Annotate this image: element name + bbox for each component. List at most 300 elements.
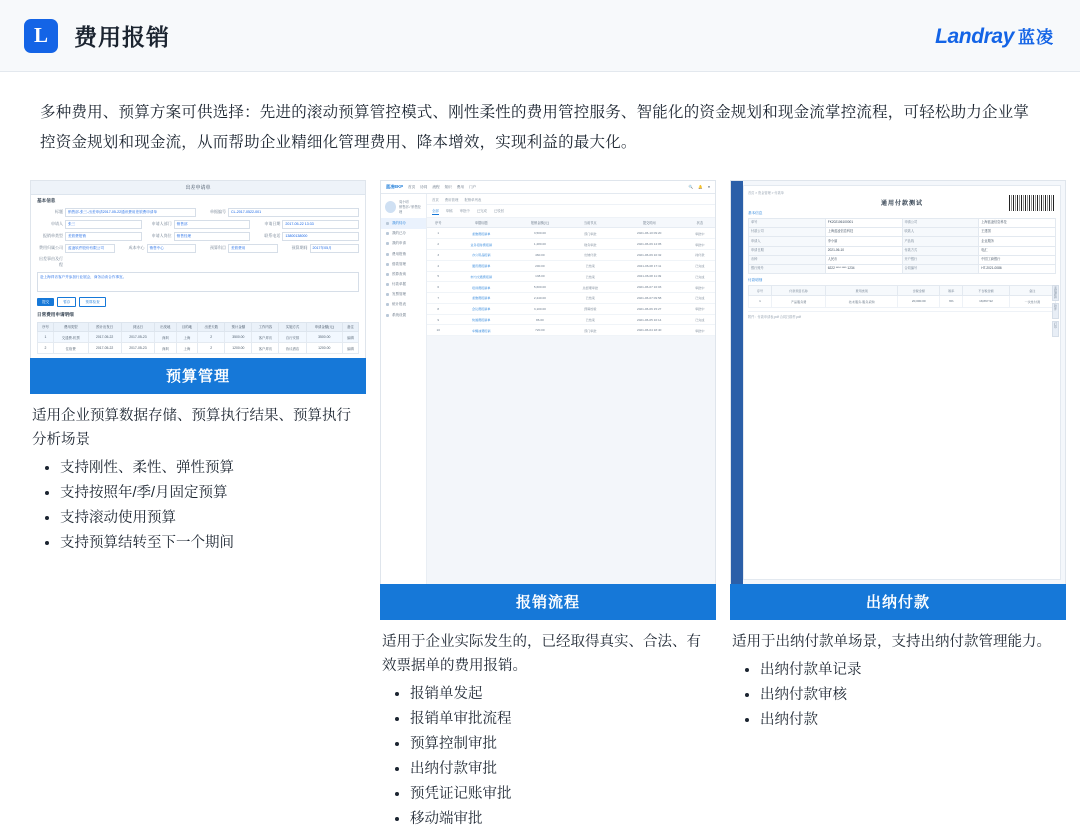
feature-column-reimbursement (380, 180, 716, 828)
cell: 深圳 (155, 332, 177, 343)
form-field (37, 220, 142, 229)
bullet-icon (386, 232, 389, 235)
cell: 出纳付款 (567, 249, 614, 260)
cell: 上海 (176, 332, 198, 343)
cell: 财务审批 (567, 239, 614, 250)
field-value: 中国工商银行 (979, 256, 1056, 265)
cell: 住宿费 (54, 343, 89, 354)
cell: 200.00 (513, 260, 567, 271)
cell: 已结束 (567, 293, 614, 304)
table-row[interactable] (427, 314, 715, 325)
cell: 审批中 (685, 325, 715, 336)
cell: 部门审批 (567, 228, 614, 239)
menu-item[interactable]: 门户 (468, 184, 477, 189)
table-row[interactable] (427, 325, 715, 336)
field-value: 王建国 (979, 228, 1056, 237)
field-label: 币种 (749, 256, 826, 265)
field-label: 单号 (749, 219, 826, 228)
bullet-icon (386, 242, 389, 245)
cell: 2021-06-07 16:03 (614, 282, 685, 293)
list-item: • 预算控制审批 (410, 732, 716, 757)
column-description: 适用于企业实际发生的，已经取得真实、合法、有效票据单的费用报销。 (382, 634, 701, 675)
cell: 2021-06-07 09:58 (614, 293, 685, 304)
app-sidebar (381, 194, 427, 584)
detail-section-label: 付款明细 (748, 278, 763, 283)
table-row[interactable] (427, 260, 715, 271)
cell: 3,100.00 (513, 303, 567, 314)
form-field (146, 232, 251, 241)
doc-title: 通用付款测试 (880, 201, 923, 207)
breadcrumb-item: 报销单列表 (464, 197, 482, 202)
field-label: 付款公司 (749, 228, 826, 237)
column-description: 适用于出纳付款单场景，支持出纳付款管理能力。 (732, 634, 1051, 651)
bell-icon[interactable]: 🔔 (698, 185, 703, 189)
section-label: 基本信息 (748, 211, 763, 215)
cell: 6% (940, 296, 963, 307)
cell: 2021-06-09 14:05 (614, 239, 685, 250)
screenshot-payment-doc (730, 180, 1066, 584)
column-bullets (730, 658, 1066, 733)
bullet-icon (386, 303, 389, 306)
cell: 审批中 (685, 282, 715, 293)
form-field (282, 244, 360, 253)
field-label: 收款人 (903, 228, 980, 237)
field-value: HT-2021-0086 (979, 265, 1056, 274)
column-header: 含税金额 (898, 286, 940, 296)
field-value[interactable]: 2017-05-22 13:33 (282, 220, 359, 229)
cell: 1200.00 (225, 343, 252, 354)
cell: 已完成 (685, 293, 715, 304)
cell: 1200.00 (306, 343, 342, 354)
field-label: 申请人 (749, 237, 826, 246)
field-label: 产品线 (903, 237, 980, 246)
sidebar-item-label: 我的申请 (392, 241, 406, 246)
form-field (146, 220, 251, 229)
attachment-note: 附件：付款申请表.pdf 合同扫描件.pdf (748, 311, 1056, 319)
menu-item[interactable]: 协同 (420, 184, 428, 189)
menu-item[interactable]: 费用 (456, 184, 464, 189)
cell: 审批中 (685, 239, 715, 250)
menu-item[interactable]: 首页 (408, 184, 416, 189)
column-header: 工作内容 (252, 323, 279, 332)
sidebar-item[interactable] (381, 280, 426, 290)
table-row[interactable] (427, 282, 715, 293)
table-header-row (427, 218, 715, 228)
field-value: FK202106100001 (826, 219, 903, 228)
field-label: 申请人 (51, 221, 63, 226)
cell: 3 (427, 249, 449, 260)
field-value[interactable]: 2017年05月 (310, 244, 360, 253)
sidebar-item[interactable] (381, 310, 426, 320)
list-tabs (427, 205, 715, 218)
sidebar-item-label: 费用报销 (392, 251, 406, 256)
cell: 审批中 (685, 303, 715, 314)
sidebar-item-label: 我的已办 (392, 231, 406, 236)
sidebar-item-label: 系统设置 (392, 312, 406, 317)
reimbursement-table (427, 218, 715, 336)
tab[interactable]: 已完成 (476, 208, 487, 213)
column-caption: 报销流程 (380, 584, 716, 620)
field-value: 电汇 (979, 247, 1056, 256)
form-row (31, 230, 365, 242)
cell: 2017-05-23 (121, 332, 154, 343)
cell: 3,500.00 (513, 228, 567, 239)
cell-action[interactable]: 编辑 (342, 332, 358, 343)
cell: 2021-06-09 10:32 (614, 249, 685, 260)
cell-action[interactable]: 编辑 (342, 343, 358, 354)
cell: 5 (427, 271, 449, 282)
avatar (385, 201, 396, 213)
column-header: 付款项目名称 (772, 286, 826, 296)
breadcrumb-item[interactable]: 费用管理 (444, 197, 459, 202)
field-label: 预算科目 (210, 245, 226, 250)
field-label: 申请公司 (903, 219, 980, 228)
form-row (31, 218, 365, 230)
feature-columns (30, 180, 1057, 828)
user-name: 周小明 (399, 200, 409, 204)
brand-name-cn: 蓝凌 (1018, 27, 1054, 47)
column-header: 序号 (427, 218, 449, 228)
form-row-remark (31, 254, 365, 269)
sidebar-item-label: 发票管理 (392, 292, 406, 297)
cell: 4 (427, 260, 449, 271)
cell: 审批中 (685, 228, 715, 239)
list-item: • 支持滚动使用预算 (60, 506, 366, 531)
cell: 18,867.92 (963, 296, 1009, 307)
cell: 138.00 (513, 271, 567, 282)
sidebar-item-label: 付款单据 (392, 282, 406, 287)
feature-column-budget (30, 180, 366, 584)
sidebar-item[interactable] (381, 269, 426, 279)
cell[interactable]: 车辆油费报销 (449, 325, 513, 336)
list-item: • 出纳付款审批 (410, 757, 716, 782)
cell: 已完成 (685, 260, 715, 271)
field-value[interactable]: 13800138000 (282, 232, 359, 241)
list-item: • 支持按照年/季/月固定预算 (60, 481, 366, 506)
screenshot-reimbursement-list (380, 180, 716, 584)
sidebar-item-label: 预算查询 (392, 271, 406, 276)
cell: 客户拜访 (252, 343, 279, 354)
form-window-title: 出差申请单 (31, 181, 365, 195)
field-value[interactable]: 销售经理 (174, 232, 251, 241)
field-value[interactable]: 销售部-张三-出差申请2017-05-22通讯费用差旅费申请单 (65, 208, 196, 217)
bullet-icon (386, 253, 389, 256)
field-value: 上海蓝凌信息科技 (826, 228, 903, 237)
cell: 2 (198, 343, 225, 354)
budget-detail-table (37, 322, 359, 354)
remark-label: 出差事由及行程 (39, 255, 63, 267)
column-header: 序号 (38, 323, 54, 332)
page-title: 费用报销 (74, 24, 170, 50)
remark-textarea[interactable]: 赴上海拜访客户并参加行业展会，商务洽谈合作事宜。 (37, 272, 359, 292)
table-row[interactable] (38, 332, 359, 343)
field-value: 上海蓝凌信息科技 (979, 219, 1056, 228)
save-draft-button[interactable]: 暂存 (57, 297, 76, 307)
cell: 2017-05-22 (88, 343, 121, 354)
table-header-row (749, 286, 1056, 296)
cell: 已结束 (567, 271, 614, 282)
list-item: • 出纳付款单记录 (760, 658, 1066, 683)
form-field (254, 220, 359, 229)
tab[interactable]: 审批中 (459, 208, 470, 213)
page-header (0, 0, 1080, 72)
cell: 2 (198, 332, 225, 343)
list-item: • 报销单发起 (410, 682, 716, 707)
column-header: 实施方式 (279, 323, 306, 332)
field-label: 申请日期 (264, 221, 281, 226)
print-button[interactable]: 打印 (1052, 321, 1059, 337)
column-header: 出发地 (155, 323, 177, 332)
cell[interactable]: 会议费报销单 (449, 303, 513, 314)
column-header: 申请金额(元) (306, 323, 342, 332)
cell: 已结束 (567, 314, 614, 325)
user-info (399, 200, 422, 214)
field-label: 单据编号 (210, 209, 226, 214)
user-org: 销售部 / 销售经理 (399, 204, 421, 214)
tab[interactable]: 已驳回 (493, 208, 505, 213)
field-label: 预算期间 (291, 245, 308, 250)
field-value[interactable]: 销售中心 (147, 244, 197, 253)
field-label: 申请人岗位 (151, 233, 172, 238)
cell[interactable]: 快递费报销单 (449, 314, 513, 325)
sidebar-item-label: 统计报表 (392, 302, 406, 307)
feature-column-payment (730, 180, 1066, 729)
cell: 交通费-机票 (54, 332, 89, 343)
field-value[interactable]: 差旅费用 (228, 244, 278, 253)
doc-side-buttons (1052, 285, 1059, 337)
cell: 10 (427, 325, 449, 336)
form-field (200, 244, 278, 253)
tab[interactable]: 全部 (432, 208, 439, 213)
cell: 7 (427, 293, 449, 304)
field-value[interactable]: CL-2017-0522-001 (228, 208, 359, 217)
cell: 2 (38, 343, 54, 354)
table-row[interactable] (427, 239, 715, 250)
field-value: 2021-06-10 (826, 247, 903, 256)
brand-mark (935, 23, 1054, 49)
cell: 2021-06-04 18:40 (614, 325, 685, 336)
cell[interactable]: 培训费报销单 (449, 282, 513, 293)
cell: 2021-06-08 11:49 (614, 271, 685, 282)
cell: 一次性付清 (1009, 296, 1055, 307)
column-header: 费用类型 (54, 323, 89, 332)
search-icon[interactable]: 🔍 (688, 185, 694, 189)
cell: 待付款 (685, 249, 715, 260)
cell: 自行安排 (279, 332, 306, 343)
list-item: • 支持刚性、柔性、弹性预算 (60, 456, 366, 481)
cell: 产品服务费 (772, 296, 826, 307)
cell: 总经理审批 (567, 282, 614, 293)
column-header: 备注 (342, 323, 358, 332)
cell[interactable]: 办公用品报销 (449, 249, 513, 260)
tab[interactable]: 草稿 (445, 208, 453, 213)
screenshot-budget-form (30, 180, 366, 358)
sidebar-item-label: 借款管理 (392, 261, 406, 266)
list-item: • 移动端审批 (410, 807, 716, 832)
landray-logo-icon: L (24, 19, 58, 53)
submit-button[interactable]: 提交 (37, 298, 54, 306)
bullet-icon (386, 263, 389, 266)
table-header-row (38, 323, 359, 332)
column-bullets (30, 456, 366, 556)
field-value: 6222 **** **** 1234 (826, 265, 903, 274)
cell: 3500.00 (225, 332, 252, 343)
column-header: 序号 (749, 286, 772, 296)
cell: 2017-05-23 (121, 343, 154, 354)
field-label: 银行账号 (749, 265, 826, 274)
table-row[interactable] (427, 228, 715, 239)
column-header: 状态 (685, 218, 715, 228)
payment-document (743, 185, 1061, 580)
form-section-label: 基本信息 (37, 198, 56, 203)
cell: 720.00 (513, 325, 567, 336)
column-header: 到达日 (121, 323, 154, 332)
menu-item[interactable]: 流程 (432, 184, 440, 189)
sidebar-item[interactable] (381, 218, 426, 228)
cell: 460.00 (513, 249, 567, 260)
cell: 深圳 (155, 343, 177, 354)
cell[interactable]: 业务招待费报销 (449, 239, 513, 250)
field-label: 开户银行 (903, 256, 980, 265)
breadcrumb-item[interactable]: 首页 (432, 197, 439, 202)
sidebar-item[interactable] (381, 300, 426, 310)
column-header: 出差天数 (198, 323, 225, 332)
field-label: 标题 (55, 209, 63, 214)
payment-detail-table (748, 285, 1056, 307)
cell: 8 (427, 303, 449, 314)
column-header: 备注 (1009, 286, 1055, 296)
field-value[interactable]: 差旅费报销 (65, 232, 142, 241)
sidebar-item[interactable] (381, 249, 426, 259)
avatar[interactable]: ● (707, 185, 710, 189)
field-value: 企业服务 (979, 237, 1056, 246)
field-value[interactable]: 销售部 (174, 220, 251, 229)
attachment-button[interactable]: 附件 (1052, 303, 1059, 319)
budget-check-button[interactable]: 预算检查 (79, 297, 105, 307)
field-label: 申请日期 (749, 247, 826, 256)
cell: 86.00 (513, 314, 567, 325)
app-topbar (381, 181, 715, 194)
cell: 6 (427, 282, 449, 293)
intro-paragraph: 多种费用、预算方案可供选择：先进的滚动预算管控模式、刚性柔性的费用管控服务、智能化的资金规划和现金流掌控流程，可轻松助力企业掌控资金规划和现金流，从而帮助企业精细化管理费用、降本增效，实现利益的最大化。 (40, 104, 1030, 151)
cell: 2021-06-05 10:14 (614, 314, 685, 325)
list-item: • 预凭证记账审批 (410, 782, 716, 807)
table-row[interactable] (427, 293, 715, 304)
form-row (31, 206, 365, 218)
list-item: • 出纳付款审核 (760, 683, 1066, 708)
sidebar-item[interactable] (381, 259, 426, 269)
user-card[interactable] (381, 197, 426, 218)
field-value: 人民币 (826, 256, 903, 265)
column-header: 单据标题 (449, 218, 513, 228)
cell: 5,600.00 (513, 282, 567, 293)
process-track-button[interactable]: 流程跟踪 (1052, 285, 1059, 301)
field-label: 费用归属公司 (39, 245, 63, 250)
list-item: • 出纳付款 (760, 708, 1066, 733)
cell: 2021-06-06 15:27 (614, 303, 685, 314)
form-field (200, 208, 359, 217)
bullet-icon (386, 314, 389, 317)
field-label: 成本中心 (128, 245, 145, 250)
cell: 协议酒店 (279, 343, 306, 354)
sidebar-item-label: 我的待办 (392, 220, 406, 225)
column-header: 预计出发日 (88, 323, 121, 332)
table-row[interactable] (427, 303, 715, 314)
table-row[interactable] (38, 343, 359, 354)
column-header: 报销金额(元) (513, 218, 567, 228)
cell: 技术服务-服务采购 (826, 296, 898, 307)
cell: 1,280.00 (513, 239, 567, 250)
cell: 部门审批 (567, 325, 614, 336)
cell: 20,000.00 (898, 296, 940, 307)
cell: 9 (427, 314, 449, 325)
app-brand: 蓝凌EKP (386, 184, 403, 189)
column-caption: 预算管理 (30, 358, 366, 394)
form-button-row (31, 295, 365, 309)
bullet-icon (386, 283, 389, 286)
sidebar-item[interactable] (381, 229, 426, 239)
cell: 3500.00 (306, 332, 342, 343)
table-row[interactable] (427, 271, 715, 282)
table-row[interactable] (427, 249, 715, 260)
form-row (31, 242, 365, 254)
column-header: 预计金额 (225, 323, 252, 332)
breadcrumb: 首页 > 资金管理 > 付款单 (748, 191, 784, 195)
cell: 2021-06-10 09:20 (614, 228, 685, 239)
field-value: 李小丽 (826, 237, 903, 246)
table-row[interactable] (749, 296, 1056, 307)
column-header: 提交时间 (614, 218, 685, 228)
list-item: • 支持预算结转至下一个期间 (60, 531, 366, 556)
cell: 预算校验 (567, 303, 614, 314)
barcode-icon (1009, 195, 1055, 211)
cell: 1 (749, 296, 772, 307)
bullet-icon (386, 273, 389, 276)
cell[interactable]: 差旅费报销单 (449, 293, 513, 304)
field-label: 合同编号 (903, 265, 980, 274)
form-field (37, 208, 196, 217)
cell: 1 (38, 332, 54, 343)
column-header: 不含税金额 (963, 286, 1009, 296)
sidebar-item[interactable] (381, 239, 426, 249)
cell: 已结束 (567, 260, 614, 271)
field-value[interactable]: 蓝凌软件股份有限公司 (65, 244, 115, 253)
cell: 2,240.00 (513, 293, 567, 304)
cell: 客户拜访 (252, 332, 279, 343)
field-value[interactable]: 张三 (65, 220, 142, 229)
cell: 2021-06-08 17:11 (614, 260, 685, 271)
cell: 2 (427, 239, 449, 250)
cell[interactable]: 通讯费报销单 (449, 260, 513, 271)
field-label: 付款方式 (903, 247, 980, 256)
form-field (37, 232, 142, 241)
payment-field-grid (748, 218, 1056, 274)
field-label: 联系电话 (264, 233, 281, 238)
cell[interactable]: 市内交通费报销 (449, 271, 513, 282)
cell[interactable]: 差旅费报销单 (449, 228, 513, 239)
form-field (37, 244, 115, 253)
column-header: 税率 (940, 286, 963, 296)
app-main (427, 194, 715, 584)
form-field (119, 244, 197, 253)
column-bullets (380, 682, 716, 832)
sidebar-item[interactable] (381, 290, 426, 300)
brand-name-en: Landray (935, 24, 1014, 48)
bullet-icon (386, 222, 389, 225)
menu-item[interactable]: 知识 (444, 184, 452, 189)
cell: 上海 (176, 343, 198, 354)
field-label: 申请人部门 (151, 221, 172, 226)
